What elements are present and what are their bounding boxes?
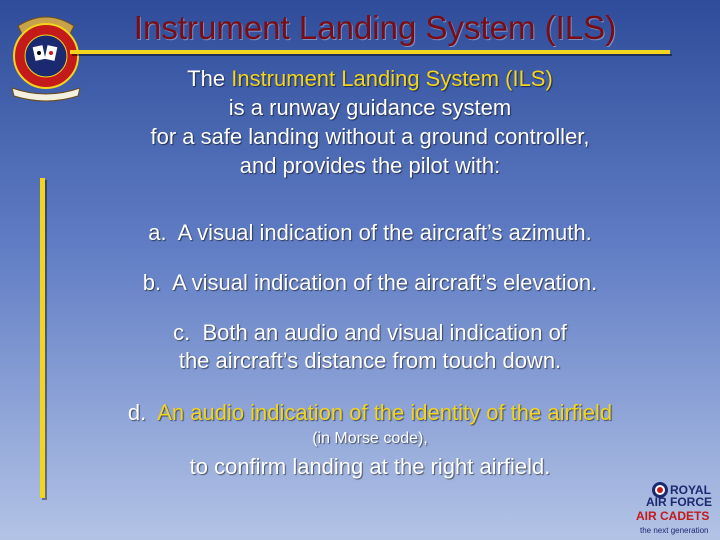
logo-line-1: ROYAL	[670, 483, 711, 497]
intro-prefix: The	[187, 66, 226, 91]
list-item-d-note: (in Morse code),	[312, 430, 428, 447]
list-item-label: d.	[127, 400, 147, 425]
list-item-label: a.	[148, 220, 167, 245]
raf-air-cadets-logo	[634, 480, 718, 538]
intro-line-4: and provides the pilot with:	[239, 153, 501, 178]
list-item-b	[40, 268, 700, 297]
logo-line-2: AIR FORCE	[646, 495, 712, 509]
list-item-text: A visual indication of the aircraft’s elevation.	[172, 270, 598, 295]
intro-line-3: for a safe landing without a ground controller,	[150, 124, 590, 149]
list-item-d-cont: to confirm landing at the right airfield.	[189, 454, 551, 479]
intro-highlight: Instrument Landing System (ILS)	[231, 66, 553, 91]
list-item-label: c.	[173, 320, 191, 345]
intro-line-1	[40, 64, 700, 93]
list-item-c-cont: the aircraft’s distance from touch down.	[178, 348, 562, 373]
list-item-c	[40, 318, 700, 347]
title-underline-shadow	[72, 54, 672, 56]
list-item-text: Both an audio and visual indication of	[202, 320, 567, 345]
intro-line-2: is a runway guidance system	[228, 95, 512, 120]
list-item-text: A visual indication of the aircraft’s azimuth.	[177, 220, 592, 245]
list-item-label: b.	[142, 270, 162, 295]
page-title: Instrument Landing System (ILS)	[133, 9, 617, 46]
list-item-text: An audio indication of the identity of the airfield	[157, 400, 613, 425]
list-item-a	[40, 218, 700, 247]
title-bar	[70, 6, 670, 54]
logo-line-3: AIR CADETS	[636, 509, 710, 523]
logo-line-4: the next generation	[640, 526, 709, 535]
list-item-d	[40, 398, 700, 427]
